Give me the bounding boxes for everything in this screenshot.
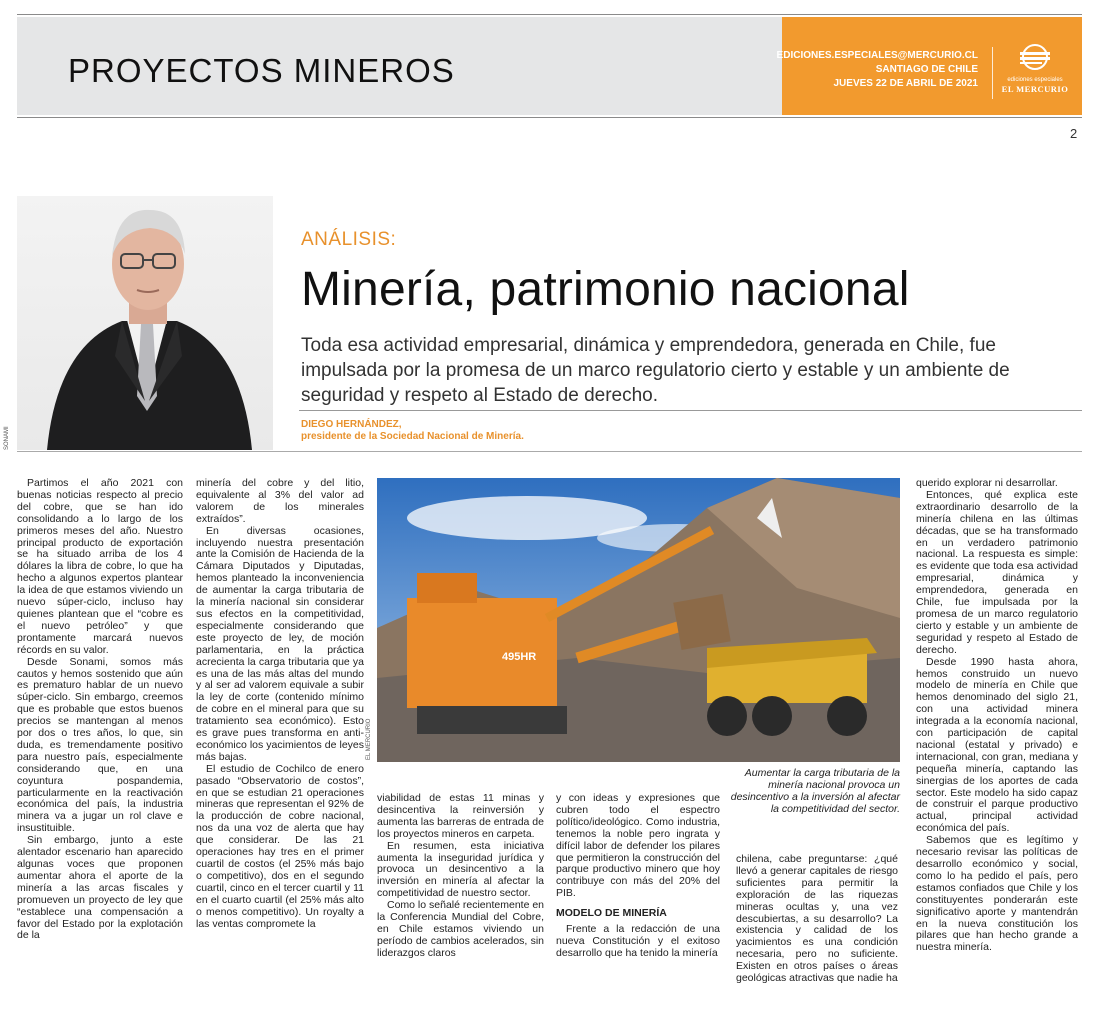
- body-column-4: [556, 793, 720, 960]
- contact-city: SANTIAGO DE CHILE: [875, 64, 978, 75]
- section-title: PROYECTOS MINEROS: [68, 52, 455, 89]
- body-column-1: [17, 478, 183, 942]
- header-top-rule: [17, 14, 1082, 15]
- svg-text:495HR: 495HR: [502, 651, 537, 663]
- article-kicker: ANÁLISIS:: [301, 229, 397, 250]
- deck-rule: [299, 410, 1082, 411]
- section-subheading: MODELO DE MINERÍA: [556, 907, 667, 920]
- contact-date: JUEVES 22 DE ABRIL DE 2021: [833, 78, 978, 89]
- body-column-2: [196, 478, 364, 930]
- header-bottom-rule: [17, 117, 1082, 118]
- body-column-5: [736, 854, 898, 985]
- paragraph: viabilidad de estas 11 minas y desincentiva la reinversión y aumenta las barreras de entrada de los proyectos mineros en carpeta.: [377, 792, 544, 840]
- article-deck: Toda esa actividad empresarial, dinámica y emprendedora, generada en Chile, fue impulsada por la promesa de un marco regulatorio cierto y estable y un ambiente de seguridad y respeto al Estado de derecho.: [301, 335, 1010, 406]
- paragraph: En diversas ocasiones, incluyendo nuestra presentación ante la Comisión de Hacienda de la Cámara Diputados y Diputadas, hemos planteado la inconveniencia de aumentar la carga tributaria de la minería nacional sin considerar sus efectos en la competitividad, especialmente considerando que este proyecto de ley, de moción parlamentaria, en la práctica acrecienta la carga tributaria que ya es una de las más altas del mundo y al ser ad valorem equivale a subir la ley de corte (contenido mínimo de cobre en el mineral para que su tratamiento sea económico). Esto es grave pues transforma en anti-económico los yacimientos de leyes más bajas.: [196, 524, 364, 763]
- paragraph: minería del cobre y del litio, equivalente al 3% del valor ad valorem de los minerales extraídos”.: [196, 477, 364, 525]
- logo-separator: [992, 47, 993, 99]
- article-headline: Minería, patrimonio nacional: [301, 263, 910, 316]
- paragraph: Partimos el año 2021 con buenas noticias respecto al precio del cobre, que se han ido consolidando a lo largo de los primeros meses del año. Nuestro principal producto de exportación se ha situado arriba de los 4 dólares la libra de cobre, lo que ha hecho a algunos expertos plantear la idea de que estamos viviendo un nuevo súper-ciclo, incluso hay quienes plantean que el “cobre es el nuevo petróleo” y que prontamente marcará nuevos récords en su valor.: [17, 477, 183, 656]
- author-portrait: [17, 196, 273, 450]
- paragraph: Desde Sonami, somos más cautos y hemos sostenido que aún es prematuro hablar de un nuevo súper-ciclo. Sin embargo, creemos que es probable que estos buenos precios se mantengan al menos por dos o tres años, lo que, sin duda, es tremendamente positivo para nuestro país, especialmente considerando que, en una coyuntura pospandemia, particularmente en la reactivación económica del país, la industria minera va a jugar un rol clave e insustituible.: [17, 655, 183, 835]
- paragraph: En resumen, esta iniciativa aumenta la inseguridad jurídica y provoca un desincentivo a la inversión en minería al afectar la competitividad de nuestro sector.: [377, 839, 544, 900]
- logo-tagline: ediciones especiales: [1007, 77, 1063, 83]
- photo-credit: EL MERCURIO: [366, 718, 372, 760]
- paragraph: y con ideas y expresiones que cubren todo el espectro político/ideológico. Como industria, tenemos la noble pero ingrata y difícil labor de defender los pilares que permitieron la construcción del parque productivo minero que hoy contribuye con más del 20% del PIB.: [556, 792, 720, 900]
- byline-rule: [17, 451, 1082, 452]
- paragraph: El estudio de Cochilco de enero pasado “Observatorio de costos”, en que se estudian 21 operaciones mineras que representan el 92% de la producción de cobre nacional, nos da una voz de alerta que hay que considerar. De las 21 operaciones hay tres en el primer cuartil de costos (el 25% más bajo o competitivo), dos en el segundo cuartil, cinco en el tercer cuartil y 11 en el cuarto cuartil (el 25% más alto o menos competitivo). Un royalty a las ventas compromete la: [196, 762, 364, 930]
- paragraph: Sin embargo, junto a este alentador escenario han aparecido algunas voces que proponen aumentar ahora el aporte de la minería a las arcas fiscales y promueven un proyecto de ley que “establece una compensación a favor del Estado por la explotación de la: [17, 834, 183, 942]
- paragraph: chilena, cabe preguntarse: ¿qué llevó a generar capitales de riesgo suficientes para permitir la exploración de las riquezas mineras ocultas y, una vez descubiertas, a su desarrollo? La existencia y calidad de los yacimientos es una condición necesaria, pero no suficiente. Existen en otros países o áreas geológicas atractivas que nadie ha: [736, 853, 898, 985]
- body-column-6: [916, 478, 1078, 954]
- el-mercurio-logo: [1000, 43, 1070, 94]
- portrait-credit: SONAMI: [4, 426, 10, 450]
- author-role: presidente de la Sociedad Nacional de Minería.: [301, 431, 524, 442]
- publisher-box: [776, 17, 1082, 115]
- mining-shovel-illustration: [377, 478, 900, 762]
- e-logo-icon: [1014, 43, 1056, 71]
- paragraph: Entonces, qué explica este extraordinario desarrollo de la minería chilena en las últimas décadas, que se ha transformado en un verdadero patrimonio nacional. La respuesta es simple: es evidente que toda esa actividad empresarial, dinámica y emprendedora, generada en Chile, fue impulsada por la promesa de un marco regulatorio cierto y estable y un ambiente de seguridad y respeto al Estado de derecho.: [916, 488, 1078, 656]
- paragraph: Sabemos que es legítimo y necesario revisar las políticas de desarrollo económico y social, como lo ha pedido el país, pero estamos confiados que Chile y los constituyentes ponderarán este significativo aporte y mantendrán en la nueva constitución los pilares que han hecho grande a nuestra minería.: [916, 834, 1078, 954]
- page-number: 2: [1070, 126, 1078, 141]
- contact-email[interactable]: EDICIONES.ESPECIALES@MERCURIO.CL: [776, 50, 978, 61]
- body-column-3: [377, 793, 544, 960]
- mining-photo: [377, 478, 900, 762]
- portrait-illustration: [17, 196, 273, 450]
- contact-block: [777, 49, 978, 91]
- paragraph: Frente a la redacción de una nueva Constitución y el exitoso desarrollo que ha tenido la minería: [556, 923, 720, 959]
- paragraph: Desde 1990 hasta ahora, hemos construido un nuevo modelo de minería en Chile que hemos denominado del siglo 21, con una actividad minera integrada a la economía nacional, con participación de capital nacional (estatal y privado) e internacional, con gran, mediana y pequeña minería, captando las sinergias de los aportes de cada sector. Este modelo ha sido capaz de construir el parque productivo actual, principal actividad económica del país.: [916, 655, 1078, 835]
- author-name: DIEGO HERNÁNDEZ,: [301, 419, 402, 430]
- photo-caption: Aumentar la carga tributaria de la minería nacional provoca un desincentivo a la inversión al afectar la competitividad del sector.: [730, 767, 900, 815]
- paragraph: Como lo señalé recientemente en la Conferencia Mundial del Cobre, en Chile estamos viviendo un período de cambios acelerados, sin liderazgos claros: [377, 899, 545, 959]
- paragraph: querido explorar ni desarrollar.: [916, 477, 1058, 489]
- author-byline: [301, 419, 524, 443]
- logo-name: EL MERCURIO: [1001, 84, 1069, 94]
